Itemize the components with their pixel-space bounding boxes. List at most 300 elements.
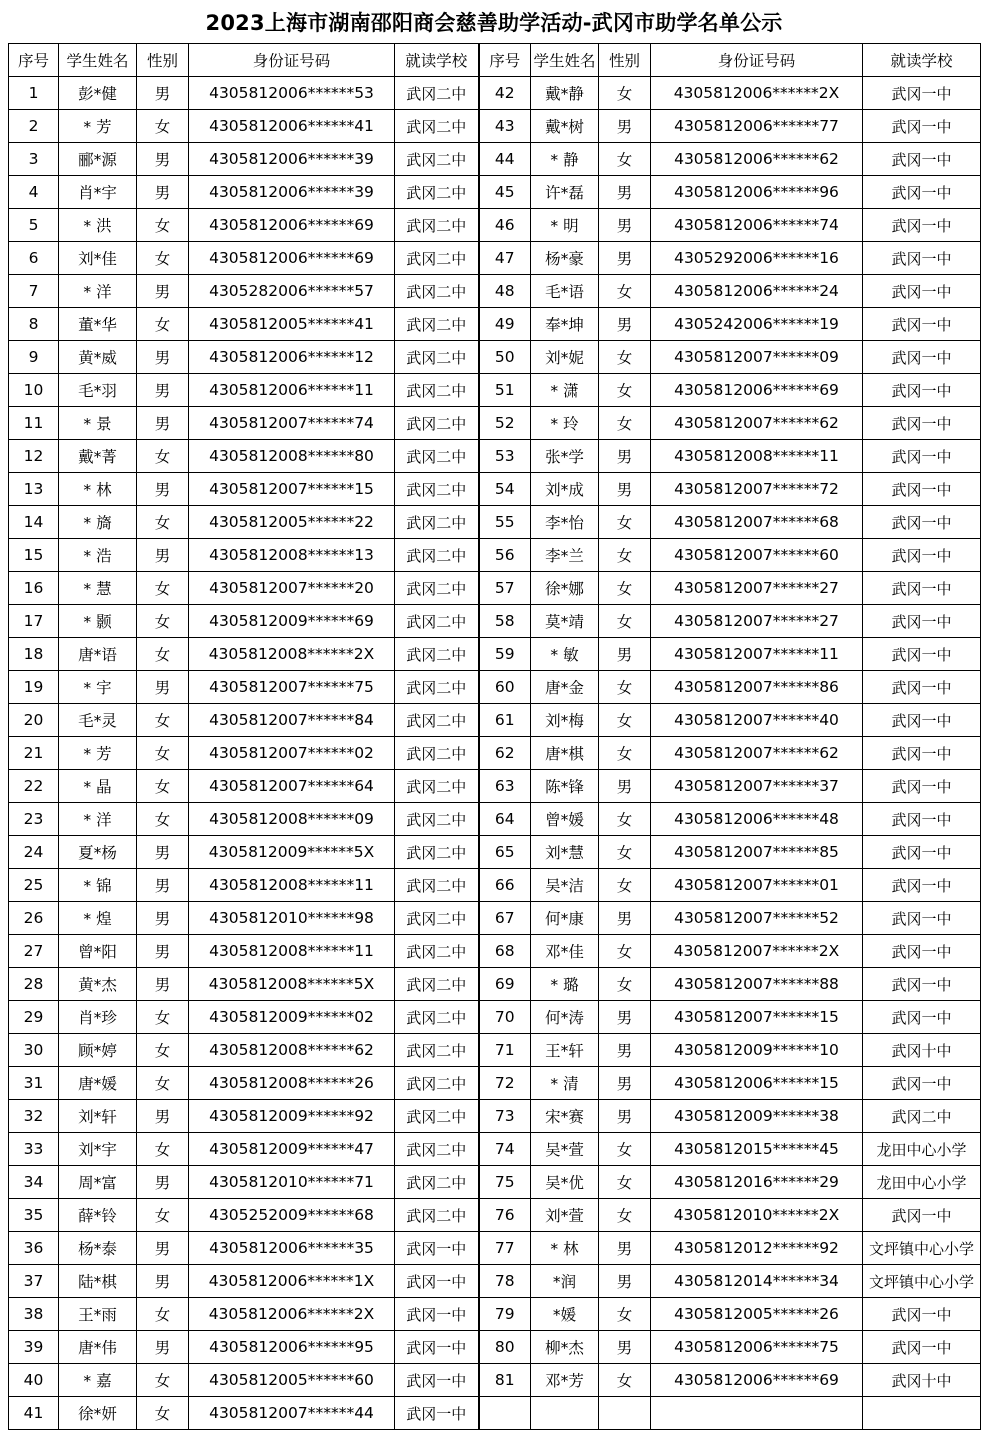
cell-school: 武冈一中 xyxy=(863,770,981,803)
cell-gender: 女 xyxy=(137,1067,189,1100)
cell-name: 唐*伟 xyxy=(59,1331,137,1364)
cell-gender: 男 xyxy=(137,176,189,209)
cell-school: 武冈一中 xyxy=(863,506,981,539)
cell-school: 武冈一中 xyxy=(863,374,981,407)
cell-id-number: 4305812007******68 xyxy=(651,506,863,539)
cell-id-number: 4305812006******74 xyxy=(651,209,863,242)
table-row xyxy=(9,935,981,968)
cell-gender: 女 xyxy=(137,110,189,143)
cell-school: 武冈一中 xyxy=(863,143,981,176)
cell-seq: 50 xyxy=(479,341,531,374)
cell-gender: 男 xyxy=(137,671,189,704)
cell-name: * 芳 xyxy=(59,110,137,143)
cell-id-number: 4305812007******75 xyxy=(189,671,395,704)
cell-school: 武冈二中 xyxy=(395,539,479,572)
cell-gender: 女 xyxy=(599,1133,651,1166)
cell-seq: 51 xyxy=(479,374,531,407)
cell-name: 吴*洁 xyxy=(531,869,599,902)
cell-name: 李*兰 xyxy=(531,539,599,572)
cell-name: 唐*语 xyxy=(59,638,137,671)
cell-school: 武冈二中 xyxy=(395,1166,479,1199)
cell-gender: 男 xyxy=(599,1001,651,1034)
cell-school: 武冈二中 xyxy=(395,1034,479,1067)
cell-seq: 6 xyxy=(9,242,59,275)
header-id-number: 身份证号码 xyxy=(189,44,395,77)
cell-id-number: 4305812005******22 xyxy=(189,506,395,539)
header-school: 就读学校 xyxy=(395,44,479,77)
cell-id-number: 4305812006******69 xyxy=(189,242,395,275)
cell-name: 刘*萱 xyxy=(531,1199,599,1232)
header-name: 学生姓名 xyxy=(59,44,137,77)
cell-name: 毛*羽 xyxy=(59,374,137,407)
cell-seq: 54 xyxy=(479,473,531,506)
cell-gender: 男 xyxy=(137,275,189,308)
cell-gender: 女 xyxy=(137,440,189,473)
table-row xyxy=(9,1397,981,1430)
cell-id-number: 4305812007******62 xyxy=(651,737,863,770)
cell-gender: 女 xyxy=(137,1397,189,1430)
cell-name: 曾*阳 xyxy=(59,935,137,968)
cell-id-number: 4305812008******11 xyxy=(189,935,395,968)
cell-seq: 34 xyxy=(9,1166,59,1199)
cell-school: 文坪镇中心小学 xyxy=(863,1265,981,1298)
cell-gender: 女 xyxy=(599,869,651,902)
header-gender: 性别 xyxy=(599,44,651,77)
cell-id-number: 4305812008******13 xyxy=(189,539,395,572)
cell-school: 武冈一中 xyxy=(863,869,981,902)
cell-seq: 74 xyxy=(479,1133,531,1166)
cell-school: 武冈二中 xyxy=(395,572,479,605)
cell-name: 邓*芳 xyxy=(531,1364,599,1397)
cell-seq: 20 xyxy=(9,704,59,737)
cell-name: 许*磊 xyxy=(531,176,599,209)
cell-school: 武冈二中 xyxy=(395,308,479,341)
cell-seq: 24 xyxy=(9,836,59,869)
header-seq: 序号 xyxy=(479,44,531,77)
cell-gender: 男 xyxy=(599,1265,651,1298)
table-row xyxy=(9,1100,981,1133)
cell-name: 毛*语 xyxy=(531,275,599,308)
cell-name: 吴*优 xyxy=(531,1166,599,1199)
cell-id-number: 4305812007******40 xyxy=(651,704,863,737)
table-row xyxy=(9,770,981,803)
cell-gender: 男 xyxy=(599,902,651,935)
cell-name: 夏*杨 xyxy=(59,836,137,869)
cell-id-number: 4305812007******20 xyxy=(189,572,395,605)
cell-id-number: 4305812009******47 xyxy=(189,1133,395,1166)
table-row xyxy=(9,869,981,902)
cell-seq: 70 xyxy=(479,1001,531,1034)
cell-id-number: 4305812007******27 xyxy=(651,572,863,605)
cell-school: 武冈一中 xyxy=(863,209,981,242)
cell-school: 武冈一中 xyxy=(863,605,981,638)
cell-id-number: 4305812006******69 xyxy=(189,209,395,242)
table-row xyxy=(9,572,981,605)
table-row xyxy=(9,704,981,737)
cell-gender: 女 xyxy=(137,1034,189,1067)
cell-gender: 男 xyxy=(599,308,651,341)
cell-seq: 36 xyxy=(9,1232,59,1265)
cell-gender: 男 xyxy=(137,902,189,935)
table-row xyxy=(9,1133,981,1166)
cell-id-number: 4305812006******75 xyxy=(651,1331,863,1364)
cell-seq: 35 xyxy=(9,1199,59,1232)
cell-school: 武冈二中 xyxy=(395,704,479,737)
cell-id-number: 4305812007******86 xyxy=(651,671,863,704)
table-row xyxy=(9,902,981,935)
table-row xyxy=(9,638,981,671)
cell-name: 王*雨 xyxy=(59,1298,137,1331)
cell-gender: 男 xyxy=(137,341,189,374)
cell-id-number: 4305252009******68 xyxy=(189,1199,395,1232)
table-row xyxy=(9,803,981,836)
cell-school: 武冈二中 xyxy=(395,473,479,506)
cell-id-number: 4305812010******2X xyxy=(651,1199,863,1232)
cell-seq: 14 xyxy=(9,506,59,539)
cell-school: 武冈一中 xyxy=(863,935,981,968)
cell-name: * 景 xyxy=(59,407,137,440)
cell-school: 武冈一中 xyxy=(863,341,981,374)
cell-id-number: 4305812016******29 xyxy=(651,1166,863,1199)
cell-id-number: 4305812007******2X xyxy=(651,935,863,968)
cell-seq: 7 xyxy=(9,275,59,308)
cell-seq: 31 xyxy=(9,1067,59,1100)
cell-gender: 男 xyxy=(137,473,189,506)
cell-gender: 女 xyxy=(599,737,651,770)
cell-school: 武冈一中 xyxy=(395,1364,479,1397)
header-school: 就读学校 xyxy=(863,44,981,77)
cell-gender: 女 xyxy=(599,704,651,737)
cell-id-number: 4305812007******15 xyxy=(651,1001,863,1034)
cell-seq: 30 xyxy=(9,1034,59,1067)
cell-school: 武冈一中 xyxy=(395,1397,479,1430)
cell-name: 何*康 xyxy=(531,902,599,935)
cell-id-number: 4305812007******88 xyxy=(651,968,863,1001)
cell-seq: 1 xyxy=(9,77,59,110)
cell-id-number: 4305812006******62 xyxy=(651,143,863,176)
cell-seq: 72 xyxy=(479,1067,531,1100)
cell-id-number: 4305812009******92 xyxy=(189,1100,395,1133)
cell-id-number: 4305812006******41 xyxy=(189,110,395,143)
cell-gender: 男 xyxy=(137,968,189,1001)
cell-school: 武冈一中 xyxy=(863,1298,981,1331)
cell-id-number: 4305812006******15 xyxy=(651,1067,863,1100)
cell-seq: 76 xyxy=(479,1199,531,1232)
cell-seq: 40 xyxy=(9,1364,59,1397)
cell-name: 杨*泰 xyxy=(59,1232,137,1265)
cell-gender: 男 xyxy=(137,1331,189,1364)
table-row xyxy=(9,671,981,704)
cell-gender: 女 xyxy=(137,638,189,671)
cell-gender: 女 xyxy=(599,935,651,968)
cell-gender: 女 xyxy=(137,242,189,275)
cell-name: 莫*靖 xyxy=(531,605,599,638)
cell-name: 刘*妮 xyxy=(531,341,599,374)
cell-seq: 42 xyxy=(479,77,531,110)
cell-id-number: 4305812007******64 xyxy=(189,770,395,803)
cell-seq: 3 xyxy=(9,143,59,176)
cell-school: 武冈二中 xyxy=(395,737,479,770)
cell-gender: 女 xyxy=(137,572,189,605)
table-row xyxy=(9,275,981,308)
cell-id-number: 4305812012******92 xyxy=(651,1232,863,1265)
cell-id-number: 4305812008******80 xyxy=(189,440,395,473)
cell-id-number: 4305812006******39 xyxy=(189,143,395,176)
cell-seq: 15 xyxy=(9,539,59,572)
cell-gender: 女 xyxy=(599,407,651,440)
cell-name: 宋*赛 xyxy=(531,1100,599,1133)
cell-name: 毛*灵 xyxy=(59,704,137,737)
cell-seq: 11 xyxy=(9,407,59,440)
cell-id-number: 4305812009******38 xyxy=(651,1100,863,1133)
cell-seq: 19 xyxy=(9,671,59,704)
cell-gender: 女 xyxy=(599,143,651,176)
table-row xyxy=(9,1265,981,1298)
table-row xyxy=(9,506,981,539)
cell-name: * 晶 xyxy=(59,770,137,803)
cell-name: 唐*金 xyxy=(531,671,599,704)
header-name: 学生姓名 xyxy=(531,44,599,77)
cell-name: 陆*棋 xyxy=(59,1265,137,1298)
cell-school: 武冈二中 xyxy=(395,143,479,176)
cell-gender: 男 xyxy=(599,176,651,209)
cell-gender: 男 xyxy=(599,770,651,803)
table-row xyxy=(9,473,981,506)
table-row xyxy=(9,1199,981,1232)
cell-id-number: 4305812005******41 xyxy=(189,308,395,341)
cell-id-number: 4305812007******62 xyxy=(651,407,863,440)
cell-name: 杨*豪 xyxy=(531,242,599,275)
cell-seq: 48 xyxy=(479,275,531,308)
cell-seq: 52 xyxy=(479,407,531,440)
cell-id-number: 4305812006******95 xyxy=(189,1331,395,1364)
cell-id-number: 4305812007******09 xyxy=(651,341,863,374)
cell-seq: 64 xyxy=(479,803,531,836)
cell-seq: 33 xyxy=(9,1133,59,1166)
cell-seq: 5 xyxy=(9,209,59,242)
cell-name: * 慧 xyxy=(59,572,137,605)
cell-gender: 女 xyxy=(599,506,651,539)
cell-school: 武冈二中 xyxy=(863,1100,981,1133)
cell-id-number: 4305812008******2X xyxy=(189,638,395,671)
cell-school: 武冈二中 xyxy=(395,770,479,803)
cell-id-number: 4305812006******12 xyxy=(189,341,395,374)
cell-seq: 45 xyxy=(479,176,531,209)
cell-name: 唐*棋 xyxy=(531,737,599,770)
cell-seq: 29 xyxy=(9,1001,59,1034)
table-row xyxy=(9,737,981,770)
cell-id-number: 4305812008******11 xyxy=(189,869,395,902)
cell-name: 徐*娜 xyxy=(531,572,599,605)
cell-gender: 女 xyxy=(137,506,189,539)
cell-gender: 女 xyxy=(599,1364,651,1397)
cell-id-number: 4305812009******10 xyxy=(651,1034,863,1067)
cell-seq: 26 xyxy=(9,902,59,935)
cell-id-number: 4305812006******96 xyxy=(651,176,863,209)
cell-school: 武冈一中 xyxy=(863,1067,981,1100)
cell-name: * 洋 xyxy=(59,803,137,836)
cell-seq: 60 xyxy=(479,671,531,704)
cell-name: 顾*婷 xyxy=(59,1034,137,1067)
cell-school: 武冈一中 xyxy=(863,275,981,308)
cell-name: * 浩 xyxy=(59,539,137,572)
table-row xyxy=(9,242,981,275)
cell-school: 武冈一中 xyxy=(863,671,981,704)
cell-school: 武冈二中 xyxy=(395,1133,479,1166)
cell-school: 武冈一中 xyxy=(863,473,981,506)
cell-school: 武冈二中 xyxy=(395,1067,479,1100)
cell-seq: 68 xyxy=(479,935,531,968)
header-gender: 性别 xyxy=(137,44,189,77)
cell-gender: 女 xyxy=(599,605,651,638)
table-row xyxy=(9,1298,981,1331)
cell-id-number: 4305812006******77 xyxy=(651,110,863,143)
cell-gender: 男 xyxy=(137,935,189,968)
cell-name: * 林 xyxy=(59,473,137,506)
cell-seq: 57 xyxy=(479,572,531,605)
table-row xyxy=(9,308,981,341)
cell-gender: 男 xyxy=(137,374,189,407)
cell-gender: 男 xyxy=(137,143,189,176)
cell-gender: 男 xyxy=(137,1100,189,1133)
cell-name: 刘*轩 xyxy=(59,1100,137,1133)
cell-name: 陈*锋 xyxy=(531,770,599,803)
cell-seq: 77 xyxy=(479,1232,531,1265)
cell-id-number: 4305812008******62 xyxy=(189,1034,395,1067)
cell-gender: 男 xyxy=(599,473,651,506)
cell-school: 武冈二中 xyxy=(395,638,479,671)
cell-name: * 潇 xyxy=(531,374,599,407)
cell-id-number: 4305812009******69 xyxy=(189,605,395,638)
cell-gender: 男 xyxy=(137,1232,189,1265)
cell-seq: 18 xyxy=(9,638,59,671)
cell-id-number: 4305282006******57 xyxy=(189,275,395,308)
cell-id-number: 4305812007******85 xyxy=(651,836,863,869)
cell-school: 武冈二中 xyxy=(395,506,479,539)
cell-id-number: 4305242006******19 xyxy=(651,308,863,341)
cell-gender: 女 xyxy=(137,308,189,341)
cell-name: 周*富 xyxy=(59,1166,137,1199)
cell-name: 郦*源 xyxy=(59,143,137,176)
cell-seq: 53 xyxy=(479,440,531,473)
cell-seq: 59 xyxy=(479,638,531,671)
cell-school: 武冈一中 xyxy=(863,836,981,869)
cell-school: 武冈一中 xyxy=(863,407,981,440)
cell-gender: 女 xyxy=(137,1298,189,1331)
cell-school: 武冈二中 xyxy=(395,275,479,308)
cell-school: 武冈十中 xyxy=(863,1034,981,1067)
cell-name: 戴*菁 xyxy=(59,440,137,473)
cell-seq: 21 xyxy=(9,737,59,770)
cell-name: * 敏 xyxy=(531,638,599,671)
cell-name: * 宇 xyxy=(59,671,137,704)
table-row xyxy=(9,539,981,572)
cell-school: 武冈一中 xyxy=(863,1331,981,1364)
cell-name: 肖*珍 xyxy=(59,1001,137,1034)
cell-school: 武冈一中 xyxy=(863,242,981,275)
cell-gender: 女 xyxy=(599,836,651,869)
cell-school: 武冈一中 xyxy=(863,704,981,737)
cell-gender: 女 xyxy=(599,539,651,572)
cell-school: 武冈二中 xyxy=(395,671,479,704)
cell-school: 武冈一中 xyxy=(395,1232,479,1265)
cell-school: 武冈一中 xyxy=(395,1298,479,1331)
cell-name: 黄*杰 xyxy=(59,968,137,1001)
cell-school: 武冈二中 xyxy=(395,1001,479,1034)
cell-gender: 男 xyxy=(137,869,189,902)
cell-id-number: 4305812006******2X xyxy=(651,77,863,110)
cell-school: 武冈一中 xyxy=(863,737,981,770)
empty-cell xyxy=(651,1397,863,1430)
cell-id-number: 4305812007******72 xyxy=(651,473,863,506)
cell-school: 武冈一中 xyxy=(395,1265,479,1298)
table-row xyxy=(9,1331,981,1364)
cell-school: 武冈二中 xyxy=(395,77,479,110)
cell-school: 武冈十中 xyxy=(863,1364,981,1397)
cell-school: 武冈一中 xyxy=(863,572,981,605)
cell-school: 武冈一中 xyxy=(863,968,981,1001)
cell-id-number: 4305812007******52 xyxy=(651,902,863,935)
cell-gender: 女 xyxy=(137,737,189,770)
cell-seq: 13 xyxy=(9,473,59,506)
cell-name: 薛*铃 xyxy=(59,1199,137,1232)
cell-id-number: 4305812006******2X xyxy=(189,1298,395,1331)
cell-gender: 女 xyxy=(137,704,189,737)
cell-seq: 25 xyxy=(9,869,59,902)
cell-school: 武冈二中 xyxy=(395,935,479,968)
cell-id-number: 4305812009******02 xyxy=(189,1001,395,1034)
cell-gender: 女 xyxy=(599,1166,651,1199)
cell-seq: 43 xyxy=(479,110,531,143)
cell-name: * 玲 xyxy=(531,407,599,440)
cell-id-number: 4305812005******60 xyxy=(189,1364,395,1397)
cell-school: 武冈二中 xyxy=(395,440,479,473)
cell-gender: 男 xyxy=(137,836,189,869)
cell-gender: 男 xyxy=(599,1067,651,1100)
table-row xyxy=(9,605,981,638)
cell-id-number: 4305812007******11 xyxy=(651,638,863,671)
cell-seq: 58 xyxy=(479,605,531,638)
cell-gender: 女 xyxy=(137,605,189,638)
cell-seq: 28 xyxy=(9,968,59,1001)
cell-seq: 41 xyxy=(9,1397,59,1430)
cell-seq: 17 xyxy=(9,605,59,638)
header-seq: 序号 xyxy=(9,44,59,77)
cell-name: 张*学 xyxy=(531,440,599,473)
cell-seq: 2 xyxy=(9,110,59,143)
table-row xyxy=(9,1232,981,1265)
cell-gender: 女 xyxy=(137,1001,189,1034)
header-id-number: 身份证号码 xyxy=(651,44,863,77)
table-row xyxy=(9,968,981,1001)
cell-id-number: 4305812007******60 xyxy=(651,539,863,572)
cell-name: 肖*宇 xyxy=(59,176,137,209)
table-row xyxy=(9,209,981,242)
table-body xyxy=(9,77,981,1430)
cell-id-number: 4305812006******35 xyxy=(189,1232,395,1265)
cell-gender: 男 xyxy=(599,1100,651,1133)
cell-id-number: 4305812006******53 xyxy=(189,77,395,110)
cell-id-number: 4305812008******26 xyxy=(189,1067,395,1100)
table-row xyxy=(9,110,981,143)
cell-name: * 煌 xyxy=(59,902,137,935)
header-row xyxy=(9,44,981,77)
cell-school: 武冈一中 xyxy=(863,110,981,143)
cell-gender: 女 xyxy=(599,671,651,704)
cell-id-number: 4305812007******02 xyxy=(189,737,395,770)
cell-school: 武冈一中 xyxy=(863,308,981,341)
cell-school: 龙田中心小学 xyxy=(863,1133,981,1166)
